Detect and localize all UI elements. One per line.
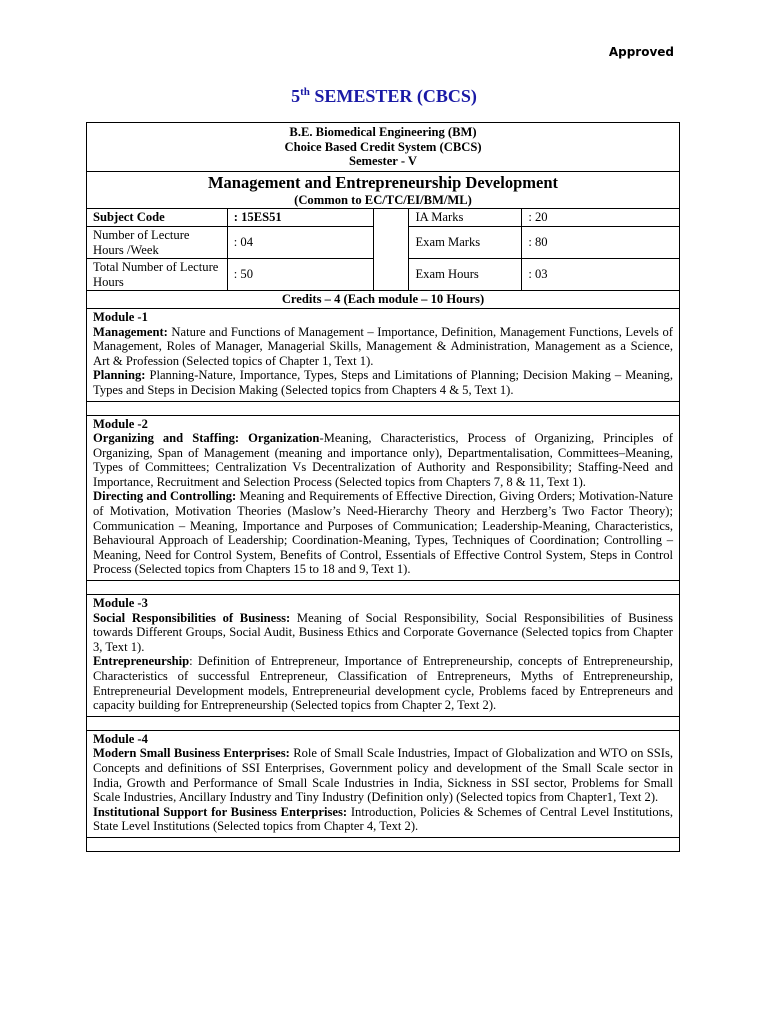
credits-text: Credits – 4 (Each module – 10 Hours) <box>87 291 680 309</box>
ia-marks-label: IA Marks <box>409 209 522 227</box>
module-1: Module -1 Management: Nature and Functions of Management – Importance, Definition, Management Functions, Levels of Management, Roles of Manager, Managerial Skills, Management & Administration, Management as a Science, Art & Profession (Selected topics of Chapter 1, Text 1). Planning: Planning-Nature, Importance, Types, Steps and Limitations of Planning; Decision Making – Meaning, Types and Steps in Decision Making (Selected topics from Chapters 4 & 5, Text 1). <box>87 308 680 401</box>
module-row <box>87 595 680 717</box>
total-hours-label: Total Number of Lecture Hours <box>87 259 228 291</box>
info-spacer <box>373 209 409 291</box>
lecture-hours-label: Number of Lecture Hours /Week <box>87 226 228 258</box>
subject-code-label: Subject Code <box>87 209 228 227</box>
total-hours-value: : 50 <box>227 259 373 291</box>
module-4: Module -4 Modern Small Business Enterprises: Role of Small Scale Industries, Impact of Globalization and WTO on SSIs, Concepts and definitions of SSI Enterprises, Government policy and development of the Small Scale sector in India, Growth and Performance of Small Scale Industries in India, Sickness in SSI sector, Problems for Small Scale Industries, Ancillary Industry and Tiny Industry (Definition only) (Selected topics from Chapter1, Text 2). Institutional Support for Business Enterprises: Introduction, Policies & Schemes of Central Level Institutions, State Level Institutions (Selected topics from Chapter 4, Text 2). <box>87 730 680 837</box>
spacer-row <box>87 581 680 595</box>
module-row <box>87 730 680 837</box>
spacer-row <box>87 401 680 415</box>
subject-title-row <box>87 171 680 209</box>
spacer-row <box>87 716 680 730</box>
subject-title: Management and Entrepreneurship Development (Common to EC/TC/EI/BM/ML) <box>87 171 680 209</box>
program-header: B.E. Biomedical Engineering (BM) Choice Based Credit System (CBCS) Semester - V <box>87 123 680 172</box>
semester-title: 5th SEMESTER (CBCS) <box>291 86 477 106</box>
approved-label: Approved <box>608 45 674 59</box>
module-row <box>87 308 680 401</box>
credits-row <box>87 291 680 309</box>
exam-hours-value: : 03 <box>522 259 680 291</box>
exam-marks-label: Exam Marks <box>409 226 522 258</box>
info-row-code <box>87 209 680 227</box>
module-3: Module -3 Social Responsibilities of Business: Meaning of Social Responsibility, Social Responsibilities of Business towards Different Groups, Social Audit, Business Ethics and Corporate Governance (Selected topics from Chapter 3, Text 1). Entrepreneurship: Definition of Entrepreneur, Importance of Entrepreneurship, concepts of Entrepreneurship, Characteristics of successful Entrepreneur, Classification of Entrepreneurs, Myths of Entrepreneurship, Entrepreneurial Development models, Entrepreneurial development cycle, Problems faced by Entrepreneurs and capacity building for Entrepreneurship (Selected topics from Chapter 2, Text 2). <box>87 595 680 717</box>
exam-hours-label: Exam Hours <box>409 259 522 291</box>
exam-marks-value: : 80 <box>522 226 680 258</box>
lecture-hours-value: : 04 <box>227 226 373 258</box>
module-row <box>87 415 680 581</box>
subject-code-value: : 15ES51 <box>227 209 373 227</box>
spacer-row <box>87 837 680 851</box>
syllabus-table <box>86 122 680 852</box>
module-2: Module -2 Organizing and Staffing: Organization-Meaning, Characteristics, Process of Organizing, Principles of Organizing, Span of Management (meaning and importance only), Departmentalisation, Committees–Meaning, Types of Committees; Centralization Vs Decentralization of Authority and Responsibility; Staffing-Need and Importance, Recruitment and Selection Process (Selected topics from Chapters 7, 8 & 11, Text 1). Directing and Controlling: Meaning and Requirements of Effective Direction, Giving Orders; Motivation-Nature of Motivation, Motivation Theories (Maslow’s Need-Hierarchy Theory and Herzberg’s Two Factor Theory); Communication – Meaning, Importance and Purposes of Communication; Leadership-Meaning, Characteristics, Behavioural Approach of Leadership; Coordination-Meaning, Types, Techniques of Coordination; Controlling – Meaning, Need for Control System, Benefits of Control, Essentials of Effective Control System, Steps in Control Process (Selected topics from Chapters 15 to 18 and 9, Text 1). <box>87 415 680 581</box>
ia-marks-value: : 20 <box>522 209 680 227</box>
program-header-row <box>87 123 680 172</box>
